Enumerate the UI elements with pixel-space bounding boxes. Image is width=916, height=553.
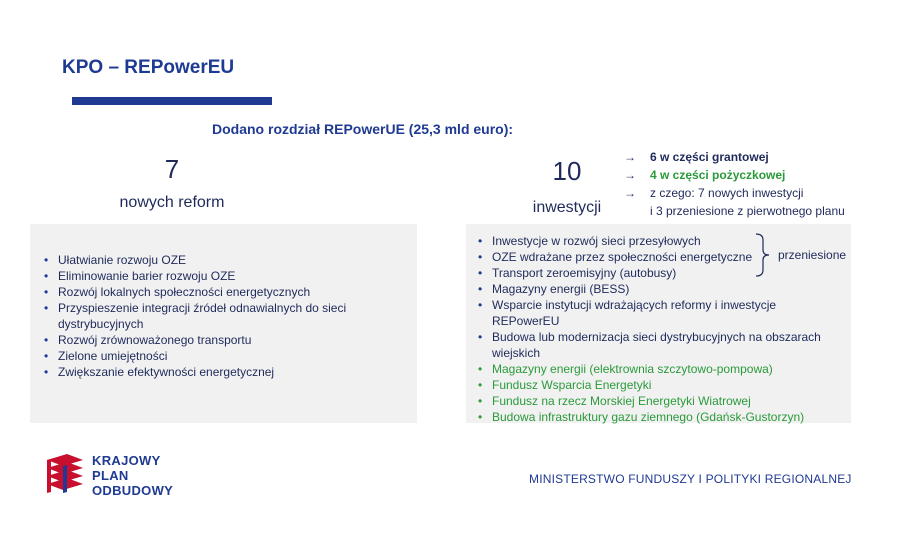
reforms-panel bbox=[30, 224, 417, 423]
bullet-icon: • bbox=[478, 298, 483, 312]
bullet-icon: • bbox=[478, 266, 483, 280]
reforms-label: nowych reform bbox=[119, 194, 225, 211]
list-item: • Budowa infrastruktury gazu ziemnego (Gdańsk-Gustorzyn) bbox=[478, 410, 805, 424]
bullet-icon: • bbox=[44, 269, 49, 283]
investments-count: 10 bbox=[552, 156, 582, 186]
brace-icon bbox=[754, 232, 774, 278]
bullet-icon: • bbox=[478, 330, 483, 344]
list-item: • Ułatwianie rozwoju OZE bbox=[44, 253, 187, 267]
investments-label: inwestycji bbox=[532, 199, 602, 216]
list-item: • Fundusz na rzecz Morskiej Energetyki Wiatrowej bbox=[478, 394, 751, 408]
reforms-count: 7 bbox=[164, 154, 180, 184]
bullet-icon: • bbox=[478, 250, 483, 264]
list-item: • Przyspieszenie integracji źródeł odnawialnych do sieci dystrybucyjnych bbox=[44, 301, 347, 331]
list-item: • Wsparcie instytucji wdrażających reformy i inwestycje REPowerEU bbox=[478, 298, 777, 328]
list-item: • Rozwój zrównoważonego transportu bbox=[44, 333, 252, 347]
list-item: • Rozwój lokalnych społeczności energetycznych bbox=[44, 285, 311, 299]
arrow-right-icon: → bbox=[624, 168, 636, 182]
list-item: • Zwiększanie efektywności energetycznej bbox=[44, 365, 275, 379]
list-item: • Eliminowanie barier rozwoju OZE bbox=[44, 269, 236, 283]
bullet-icon: • bbox=[478, 410, 483, 424]
bullet-icon: • bbox=[44, 365, 49, 379]
list-item: • Fundusz Wsparcia Energetyki bbox=[478, 378, 652, 392]
brace-label: przeniesione bbox=[778, 248, 847, 262]
arrow-right-icon: → bbox=[624, 186, 636, 200]
list-item: • OZE wdrażane przez społeczności energetyczne bbox=[478, 250, 753, 264]
list-item: • Inwestycje w rozwój sieci przesyłowych bbox=[478, 234, 701, 248]
breakdown-item: → 6 w części grantowej bbox=[624, 150, 769, 164]
bullet-icon: • bbox=[478, 394, 483, 408]
breakdown-item: i 3 przeniesione z pierwotnego planu bbox=[650, 204, 845, 218]
list-item: • Transport zeroemisyjny (autobusy) bbox=[478, 266, 677, 280]
bullet-icon: • bbox=[478, 282, 483, 296]
bullet-icon: • bbox=[44, 301, 49, 315]
list-item: • Zielone umiejętności bbox=[44, 349, 168, 363]
reforms-list bbox=[40, 252, 405, 380]
bullet-icon: • bbox=[478, 378, 483, 392]
bullet-icon: • bbox=[478, 234, 483, 248]
bullet-icon: • bbox=[44, 285, 49, 299]
breakdown-item: → z czego: 7 nowych inwestycji bbox=[624, 186, 804, 200]
bullet-icon: • bbox=[478, 362, 483, 376]
bullet-icon: • bbox=[44, 253, 49, 267]
ministry-name: MINISTERSTWO FUNDUSZY I POLITYKI REGIONALNEJ bbox=[529, 472, 852, 486]
kpo-flag-logo-icon bbox=[45, 454, 85, 494]
list-item: • Budowa lub modernizacja sieci dystrybucyjnych na obszarach wiejskich bbox=[478, 330, 821, 360]
bullet-icon: • bbox=[44, 333, 49, 347]
page-title: KPO – REPowerEU bbox=[62, 57, 235, 78]
breakdown-item: → 4 w części pożyczkowej bbox=[624, 168, 786, 182]
logo-text: KRAJOWY PLAN ODBUDOWY bbox=[92, 453, 174, 498]
arrow-right-icon: → bbox=[624, 150, 636, 164]
list-item: • Magazyny energii (elektrownia szczytowo-pompowa) bbox=[478, 362, 773, 376]
bullet-icon: • bbox=[44, 349, 49, 363]
title-underline bbox=[72, 97, 272, 105]
subtitle: Dodano rozdział REPowerUE (25,3 mld euro): bbox=[212, 121, 514, 137]
investments-breakdown bbox=[624, 148, 845, 220]
list-item: • Magazyny energii (BESS) bbox=[478, 282, 630, 296]
